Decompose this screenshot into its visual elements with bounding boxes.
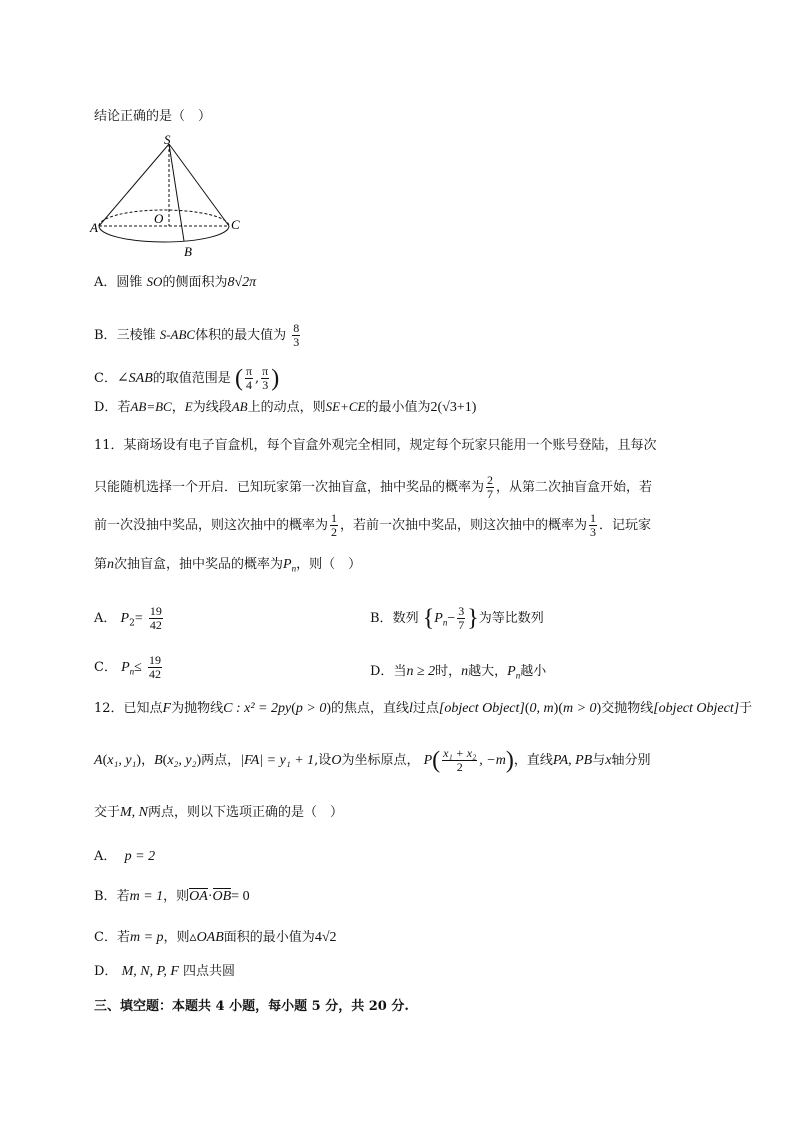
q12-line-3: 交于M, N两点，则以下选项正确的是（ ） xyxy=(94,805,344,820)
q12-line-2: A(x₁, y₁)，B(x₂, y₂)两点，|FA| = y₁ + 1,设O为坐标原点， P( $\frac{\text{x₁ + x₂}}{2}$ , −m)，直线PA, PB与x轴分别 xyxy=(94,746,651,774)
label-C: C xyxy=(231,217,240,232)
cone-base-front xyxy=(99,226,229,242)
q12-option-b[interactable]: B．若m = 1，则OA·OB= 0 xyxy=(94,889,250,904)
q10-option-c[interactable]: C．∠SAB的取值范围是 ( $\frac{\pi}{4}$ , $\frac{\pi}{3}$ ) xyxy=(94,364,280,392)
q10-option-a[interactable]: A．圆锥 SO的侧面积为8√2π xyxy=(94,274,257,290)
q12-option-d[interactable]: D． M, N, P, F 四点共圆 xyxy=(94,964,236,979)
label-S: S xyxy=(164,132,171,147)
q10-option-b[interactable]: B．三棱锥 S-ABC体积的最大值为 $\frac{8}{3}$ xyxy=(94,321,300,349)
cone-base-back xyxy=(99,210,229,226)
q11-line-3: 前一次没抽中奖品，则这次抽中的概率为 $\frac{1}{2}$ ，若前一次抽中奖品，则这次抽中的概率为 $\frac{1}{3}$ ．记玩家 xyxy=(94,511,652,539)
q11-line-1: 11．某商场设有电子盲盒机，每个盲盒外观完全相同，规定每个玩家只能用一个账号登陆，且每次 xyxy=(94,438,657,453)
cone-figure xyxy=(92,132,252,262)
label-A: A xyxy=(90,220,98,235)
q11-line-4: 第n次抽盲盒，抽中奖品的概率为$P_n$，则（ ） xyxy=(94,557,362,574)
fraction-8-3: $\frac{8}{3}$ xyxy=(293,321,300,349)
label-O: O xyxy=(154,211,164,226)
q11-option-a[interactable]: A． $P_2=$ $\frac{19}{42}$ xyxy=(94,604,162,632)
q11-option-c[interactable]: C． $P_n\le$ $\frac{19}{42}$ xyxy=(94,653,161,681)
q12-option-c[interactable]: C．若m = p，则▵OAB面积的最小值为4√2 xyxy=(94,930,337,945)
section-3-title: 三、填空题：本题共 4 小题，每小题 5 分，共 20 分. xyxy=(94,999,409,1014)
q10-option-d[interactable]: D．若AB=BC，E为线段AB上的动点，则SE+CE的最小值为2(√3+1) xyxy=(94,399,477,415)
q10-stem-tail: 结论正确的是（ ） xyxy=(94,109,212,124)
label-B: B xyxy=(184,244,192,259)
q11-line-2: 只能随机选择一个开启．已知玩家第一次抽盲盒，抽中奖品的概率为 $\frac{2}{7}$ ，从第二次抽盲盒开始，若 xyxy=(94,473,653,501)
q11-option-b[interactable]: B．数列 {$P_n-$ $\frac{3}{7}$ }为等比数列 xyxy=(370,604,544,632)
edge-SC xyxy=(169,144,229,226)
q12-line-1: 12．已知点F为抛物线C : x² = 2py(p > 0)的焦点，直线l过点[object Object](0, m)(m > 0)交抛物线[object Object]于 xyxy=(94,701,753,716)
q11-option-d[interactable]: D．当n ≥ 2时，n越大，$P_n$越小 xyxy=(370,664,547,681)
q12-option-a[interactable]: A． p = 2 xyxy=(94,849,156,864)
